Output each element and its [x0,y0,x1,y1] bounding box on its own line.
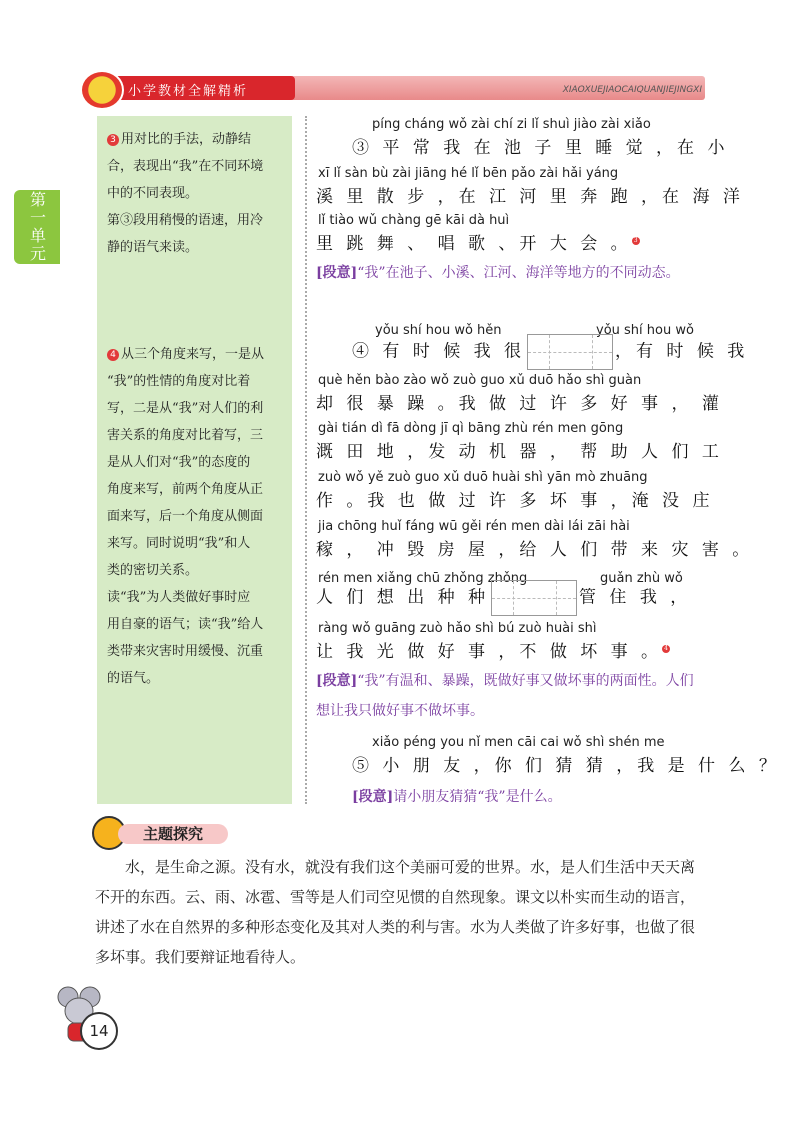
note-4-line: 写，二是从“我”对人们的利 [107,401,264,416]
note-4-line: 角度来写，前两个角度从正 [107,482,264,497]
unit-tab: 第一单元 [14,190,60,264]
theme-badge [92,820,242,846]
note-4-line: “我”的性情的角度对比着 [107,374,251,389]
fill-in-blank-box[interactable] [491,580,577,616]
text-line [316,580,691,616]
text-line-content: 让 我 光 做 好 事 ，不 做 坏 事 。 [316,642,663,662]
note-4 [107,341,287,692]
note-4-line: 的语气。 [107,671,160,686]
pinyin-line: gài tián dì fā dòng jī qì bāng zhù rén men gōng [318,421,624,436]
note-4-line: 用自豪的语气；读“我”给人 [107,617,264,632]
paragraph-summary-3 [316,258,701,288]
summary-tag: [段意] [316,673,358,689]
series-pinyin: XIAOXUEJIAOCAIQUANJIEJINGXI [562,85,702,95]
paragraph-summary-4 [316,666,701,726]
pinyin-line: píng cháng wǒ zài chí zi lǐ shuì jiào zài xiǎo [372,117,651,132]
text-line-content: 人 们 想 出 种 种 [316,587,490,608]
text-line-content: 里 跳 舞 、 唱 歌 、开 大 会 。 [316,234,632,254]
note-3-line: 中的不同表现。 [107,186,199,201]
pinyin-line: lǐ tiào wǔ chàng gē kāi dà huì [318,213,510,228]
text-line: 作 。我 也 做 过 许 多 坏 事 ，淹 没 庄 [316,491,714,511]
note-3-line: 第③段用稍慢的语速，用冷 [107,213,264,228]
text-line: ③ 平 常 我 在 池 子 里 睡 觉 ，在 小 [352,138,729,158]
annotation-marker-4: 4 [662,645,670,653]
pinyin-line: jia chōng huǐ fáng wū gěi rén men dài lái zāi hài [318,519,630,534]
pinyin-line: guǎn zhù wǒ [600,571,683,586]
text-line [316,229,640,254]
series-title: 小学教材全解精析 [128,84,249,99]
text-line [352,334,748,370]
page-number: 14 [80,1012,118,1050]
text-line-content: ④ 有 时 候 我 很 [352,341,526,362]
text-line-content: ，有 时 候 我 [615,341,749,362]
text-line-content: 管 住 我 ， [579,587,692,608]
text-line: 却 很 暴 躁 。我 做 过 许 多 好 事 ， 灌 [316,394,723,414]
note-3 [107,126,287,261]
note-3-line: 静的语气来读。 [107,240,199,255]
pinyin-line: yǒu shí hou wǒ hěn [375,323,502,338]
pinyin-line: xī lǐ sàn bù zài jiāng hé lǐ bēn pǎo zài hǎi yáng [318,166,619,181]
theme-text: 水，是生命之源。没有水，就没有我们这个美丽可爱的世界。水，是人们生活中天天离不开的东西。云、雨、冰雹、雪等是人们司空见惯的自然现象。课文以朴实而生动的语言，讲述了水在自然界的多种形态变化及其对人类的利与害。水为人类做了许多好事，也做了很多坏事。我们要辩证地看待人。 [95,858,696,966]
pinyin-line: yǒu shí hou wǒ [596,323,694,338]
column-divider [305,116,307,804]
summary-tag: [段意] [352,789,394,805]
note-4-number: 4 [107,349,119,361]
theme-heading: 主题探究 [118,824,228,844]
note-4-line: 类带来灾害时用缓慢、沉重 [107,644,264,659]
text-line: ⑤ 小 朋 友 ，你 们 猜 猜 ，我 是 什 么 ？ [352,756,780,776]
text-line: 稼 ， 冲 毁 房 屋 ，给 人 们 带 来 灾 害 。 [316,540,754,560]
annotation-sidebar [97,116,292,804]
summary-text: “我”在池子、小溪、江河、海洋等地方的不同动态。 [357,265,680,281]
text-line [316,637,670,662]
summary-text: 请小朋友猜猜“我”是什么。 [393,789,562,805]
theme-paragraph [95,852,705,972]
note-4-line: 面来写，后一个角度从侧面 [107,509,264,524]
note-4-line: 类的密切关系。 [107,563,199,578]
pinyin-line: zuò wǒ yě zuò guo xǔ duō huài shì yān mò zhuāng [318,470,648,485]
text-line: 溪 里 散 步 ，在 江 河 里 奔 跑 ，在 海 洋 [316,187,744,207]
note-4-line: 是从人们对“我”的态度的 [107,455,251,470]
pinyin-line: xiǎo péng you nǐ men cāi cai wǒ shì shén me [372,735,665,750]
summary-tag: [段意] [316,265,358,281]
summary-text: “我”有温和、暴躁，既做好事又做坏事的两面性。人们想让我只做好事不做坏事。 [316,673,694,719]
pinyin-line: ràng wǒ guāng zuò hǎo shì bú zuò huài shì [318,621,597,636]
note-3-line: 合，表现出“我”在不同环境 [107,159,264,174]
pinyin-line: què hěn bào zào wǒ zuò guo xǔ duō hǎo shì guàn [318,373,642,388]
note-3-line: 用对比的手法，动静结 [121,132,252,147]
annotation-marker-3: 3 [632,237,640,245]
fill-in-blank-box[interactable] [527,334,613,370]
note-4-line: 从三个角度来写，一是从 [121,347,265,362]
series-logo [80,70,124,110]
note-3-number: 3 [107,134,119,146]
note-4-line: 害关系的角度对比着写，三 [107,428,264,443]
text-line: 溉 田 地 ，发 动 机 器 ， 帮 助 人 们 工 [316,442,723,462]
paragraph-summary-5 [352,782,737,812]
note-4-line: 读“我”为人类做好事时应 [107,590,251,605]
note-4-line: 来写。同时说明“我”和人 [107,536,251,551]
pinyin-line: rén men xiǎng chū zhǒng zhǒng [318,571,528,586]
